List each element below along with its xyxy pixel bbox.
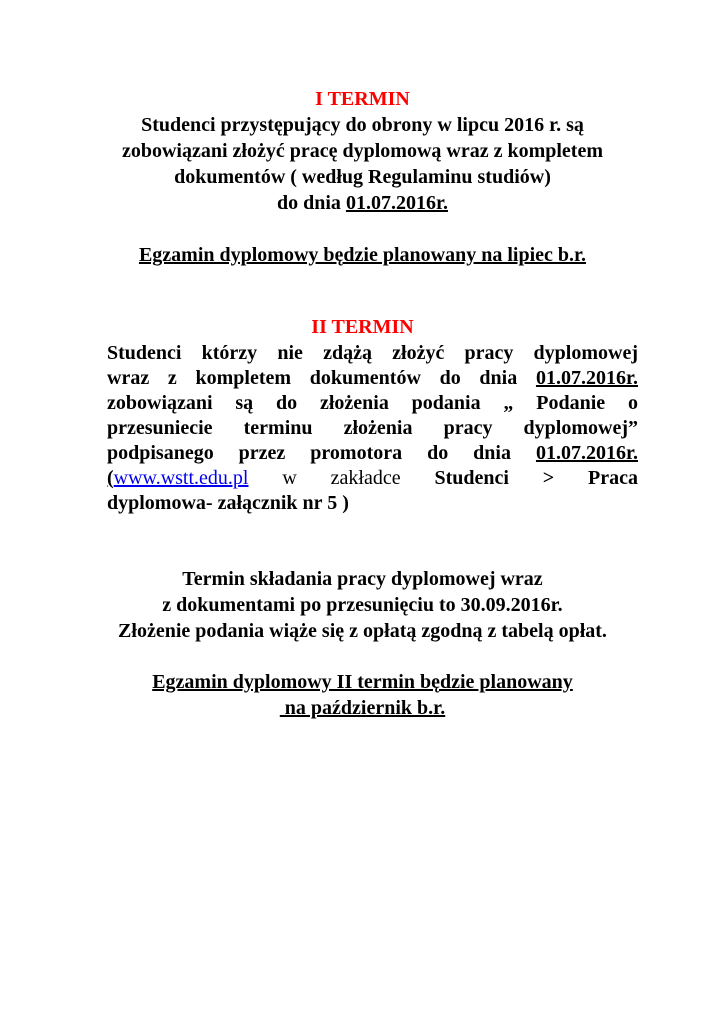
term1-line1: Studenci przystępujący do obrony w lipcu 2016 r. są — [141, 114, 584, 136]
term2-line5 — [107, 441, 638, 465]
term1-deadline-date: 01.07.2016r. — [345, 192, 448, 214]
term2-line5-date: 01.07.2016r. — [535, 442, 638, 464]
exam2-line2 — [0, 696, 725, 720]
term2-line6-paren: ( — [107, 467, 114, 489]
term2-line5-prefix: podpisanego przez promotora do dnia — [107, 442, 536, 464]
term1-line3: dokumentów ( według Regulaminu studiów) — [174, 166, 551, 188]
submission-line1: Termin składania pracy dyplomowej wraz — [182, 568, 543, 590]
submission-line2: z dokumentami po przesunięciu to 30.09.2016r. — [162, 594, 563, 616]
term1-exam-note: Egzamin dyplomowy będzie planowany na lipiec b.r. — [138, 244, 587, 266]
term2-line6-mid: w zakładce — [248, 467, 435, 489]
term2-line6-bold: Studenci > Praca — [434, 467, 638, 489]
term2-line6 — [107, 466, 638, 490]
term2-line1: Studenci którzy nie zdążą złożyć pracy dyplomowej — [107, 342, 638, 364]
term1-line2: zobowiązani złożyć pracę dyplomową wraz z kompletem — [121, 140, 603, 162]
term2-line2-prefix: wraz z kompletem dokumentów do dnia — [107, 367, 536, 389]
term1-deadline — [0, 191, 725, 215]
exam2-line2-text: na październik b.r. — [279, 697, 446, 719]
term2-line2 — [107, 366, 638, 390]
exam2-line1: Egzamin dyplomowy II termin będzie planowany — [152, 671, 573, 693]
term2-heading: II TERMIN — [311, 316, 414, 338]
term2-line2-date: 01.07.2016r. — [535, 367, 638, 389]
wstt-website-link[interactable]: www.wstt.edu.pl — [113, 467, 249, 489]
term2-line3: zobowiązani są do złożenia podania „ Podanie o — [107, 392, 638, 414]
submission-line3: Złożenie podania wiąże się z opłatą zgodną z tabelą opłat. — [118, 620, 607, 642]
term2-line4: przesuniecie terminu złożenia pracy dyplomowej” — [107, 417, 638, 439]
term1-heading: I TERMIN — [315, 88, 410, 110]
term2-line7: dyplomowa- załącznik nr 5 ) — [107, 492, 349, 514]
term1-deadline-prefix: do dnia — [277, 192, 346, 214]
